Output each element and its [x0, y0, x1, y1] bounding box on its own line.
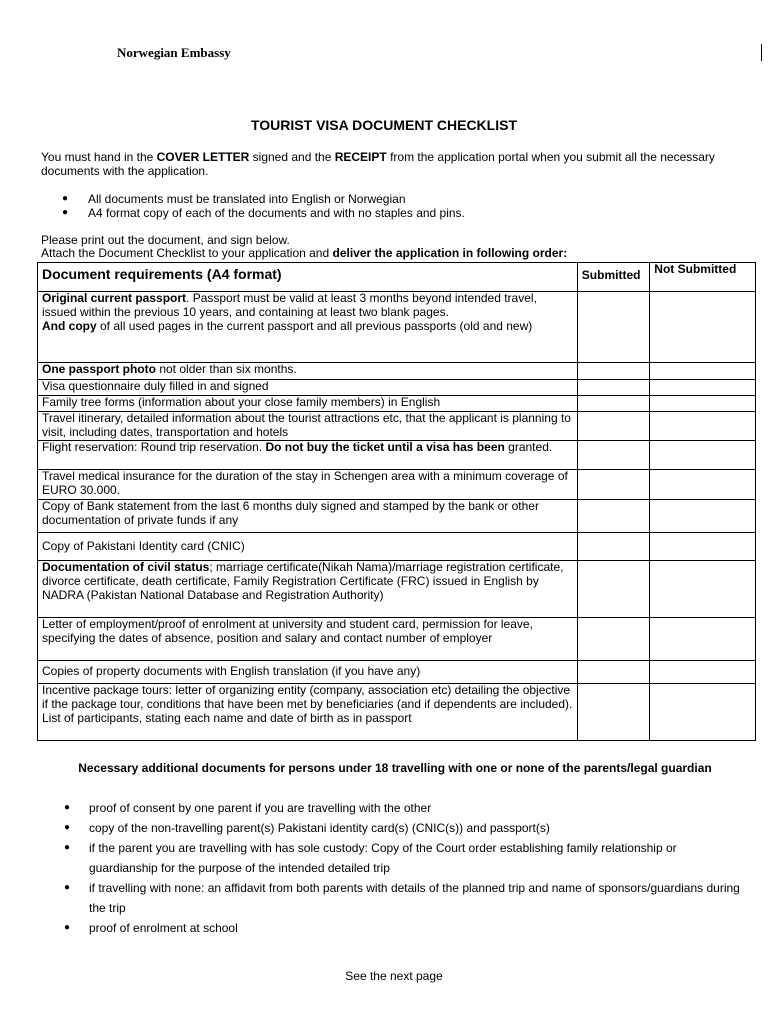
requirement-cell: Family tree forms (information about your close family members) in English [38, 396, 578, 412]
page-edge-mark [761, 44, 762, 61]
next-page-note: See the next page [345, 969, 443, 983]
bullet-text: if the parent you are travelling with has sole custody: Copy of the Court order establishing family relationship or guardianship for the purpose of the intended detailed trip [89, 841, 677, 875]
bullet-text: proof of enrolment at school [89, 921, 238, 935]
requirement-cell: Copies of property documents with English translation (if you have any) [38, 661, 578, 684]
cover-letter-label: COVER LETTER [156, 150, 250, 164]
table-row [38, 412, 756, 441]
requirement-cell: Letter of employment/proof of enrolment at university and student card, permission for leave, specifying the dates of absence, position and salary and contact number of employer [38, 618, 578, 661]
requirement-bold: And copy [42, 318, 97, 333]
bullet-icon: ● [62, 193, 69, 204]
table-row [38, 363, 756, 380]
not-submitted-checkbox[interactable] [650, 561, 756, 618]
bullet-icon: ● [64, 802, 71, 813]
intro-bullet-list [41, 192, 741, 220]
list-item [41, 206, 741, 220]
requirement-cell: Copy of Bank statement from the last 6 months duly signed and stamped by the bank or other documentation of private funds if any [38, 500, 578, 533]
header-not-submitted: Not Submitted [650, 263, 756, 292]
requirement-cell: Travel itinerary, detailed information about the tourist attractions etc, that the applicant is planning to visit, including dates, transportation and hotels [38, 412, 578, 441]
list-item [41, 878, 746, 918]
requirement-text: . Passport must be valid at least 3 months beyond intended travel, issued within the previous 10 years, and containing at least two blank pages. [42, 291, 537, 319]
intro-paragraph [41, 150, 741, 178]
minors-bullet-list [41, 798, 746, 938]
requirement-bold: Documentation of civil status [42, 560, 210, 574]
not-submitted-checkbox[interactable] [650, 533, 756, 561]
attach-text: Attach the Document Checklist to your application and [41, 246, 333, 260]
table-row [38, 470, 756, 500]
not-submitted-checkbox[interactable] [650, 292, 756, 363]
not-submitted-checkbox[interactable] [650, 684, 756, 741]
bullet-text: All documents must be translated into English or Norwegian [88, 192, 406, 206]
list-item [41, 838, 746, 878]
requirement-text: of all used pages in the current passport and all previous passports (old and new) [96, 318, 533, 333]
table-row [38, 533, 756, 561]
not-submitted-checkbox[interactable] [650, 380, 756, 396]
requirement-text: granted. [504, 440, 553, 454]
submitted-checkbox[interactable] [577, 618, 650, 661]
not-submitted-checkbox[interactable] [650, 618, 756, 661]
not-submitted-checkbox[interactable] [650, 363, 756, 380]
not-submitted-checkbox[interactable] [650, 500, 756, 533]
attach-emphasis: deliver the application in following order: [332, 246, 568, 260]
requirement-bold: One passport photo [42, 362, 156, 376]
requirement-cell [38, 292, 578, 363]
submitted-checkbox[interactable] [577, 380, 650, 396]
intro-text: signed and the [249, 150, 335, 164]
embassy-header: Norwegian Embassy [117, 45, 231, 60]
list-item [41, 192, 741, 206]
header-submitted: Submitted [577, 263, 650, 292]
submitted-checkbox[interactable] [577, 396, 650, 412]
submitted-checkbox[interactable] [577, 561, 650, 618]
table-row [38, 684, 756, 741]
bullet-icon: ● [64, 822, 71, 833]
requirement-cell: Copy of Pakistani Identity card (CNIC) [38, 533, 578, 561]
page-title: TOURIST VISA DOCUMENT CHECKLIST [250, 117, 517, 133]
bullet-icon: ● [64, 842, 71, 853]
submitted-checkbox[interactable] [577, 292, 650, 363]
table-header-row [38, 263, 756, 292]
table-row [38, 500, 756, 533]
bullet-text: if travelling with none: an affidavit from both parents with details of the planned trip and name of sponsors/guardians during the trip [89, 881, 740, 915]
bullet-icon: ● [64, 882, 71, 893]
requirement-cell [38, 441, 578, 470]
table-row [38, 661, 756, 684]
list-item [41, 818, 746, 838]
requirement-cell [38, 561, 578, 618]
bullet-text: proof of consent by one parent if you are travelling with the other [89, 801, 432, 815]
table-row [38, 618, 756, 661]
submitted-checkbox[interactable] [577, 500, 650, 533]
submitted-checkbox[interactable] [577, 533, 650, 561]
requirement-cell [38, 363, 578, 380]
requirement-cell: Incentive package tours: letter of organizing entity (company, association etc) detailing the objective if the package tour, conditions that have been met by beneficiaries (and if dependents are included). List of participants, stating each name and date of birth as in passport [38, 684, 578, 741]
bullet-text: copy of the non-travelling parent(s) Pakistani identity card(s) (CNIC(s)) and passport(s) [89, 821, 550, 835]
table-row [38, 441, 756, 470]
not-submitted-checkbox[interactable] [650, 412, 756, 441]
header-requirements: Document requirements (A4 format) [38, 263, 578, 292]
submitted-checkbox[interactable] [577, 441, 650, 470]
table-row [38, 380, 756, 396]
requirement-bold: Do not buy the ticket until a visa has been [265, 440, 505, 454]
requirement-cell: Visa questionnaire duly filled in and signed [38, 380, 578, 396]
list-item [41, 918, 746, 938]
minors-heading: Necessary additional documents for persons under 18 travelling with one or none of the parents/legal guardian [78, 761, 712, 775]
print-line: Please print out the document, and sign below. [41, 233, 290, 247]
requirement-text: not older than six months. [156, 362, 297, 376]
checklist-table [37, 262, 756, 741]
requirement-text: ; marriage certificate(Nikah Nama)/marriage registration certificate, divorce certificate, death certificate, Family Registration Certificate (FRC) issued in English by NADRA (Pakistan National Database and Registration Authority) [42, 560, 564, 602]
submitted-checkbox[interactable] [577, 470, 650, 500]
table-row [38, 292, 756, 363]
not-submitted-checkbox[interactable] [650, 441, 756, 470]
list-item [41, 798, 746, 818]
not-submitted-checkbox[interactable] [650, 661, 756, 684]
table-row [38, 396, 756, 412]
print-instructions [41, 234, 741, 260]
submitted-checkbox[interactable] [577, 684, 650, 741]
table-row [38, 561, 756, 618]
bullet-text: A4 format copy of each of the documents and with no staples and pins. [88, 206, 465, 220]
receipt-label: RECEIPT [334, 150, 387, 164]
not-submitted-checkbox[interactable] [650, 470, 756, 500]
submitted-checkbox[interactable] [577, 363, 650, 380]
requirement-bold: Original current passport [42, 291, 187, 305]
bullet-icon: ● [62, 207, 69, 218]
bullet-icon: ● [64, 922, 71, 933]
attach-line [41, 247, 741, 260]
submitted-checkbox[interactable] [577, 412, 650, 441]
requirement-text: Flight reservation: Round trip reservation. [42, 440, 266, 454]
requirement-cell: Travel medical insurance for the duration of the stay in Schengen area with a minimum coverage of EURO 30.000. [38, 470, 578, 500]
not-submitted-checkbox[interactable] [650, 396, 756, 412]
submitted-checkbox[interactable] [577, 661, 650, 684]
intro-text: You must hand in the [41, 150, 157, 164]
intro-text: from the application portal when you submit all the necessary documents with the application. [41, 150, 715, 178]
